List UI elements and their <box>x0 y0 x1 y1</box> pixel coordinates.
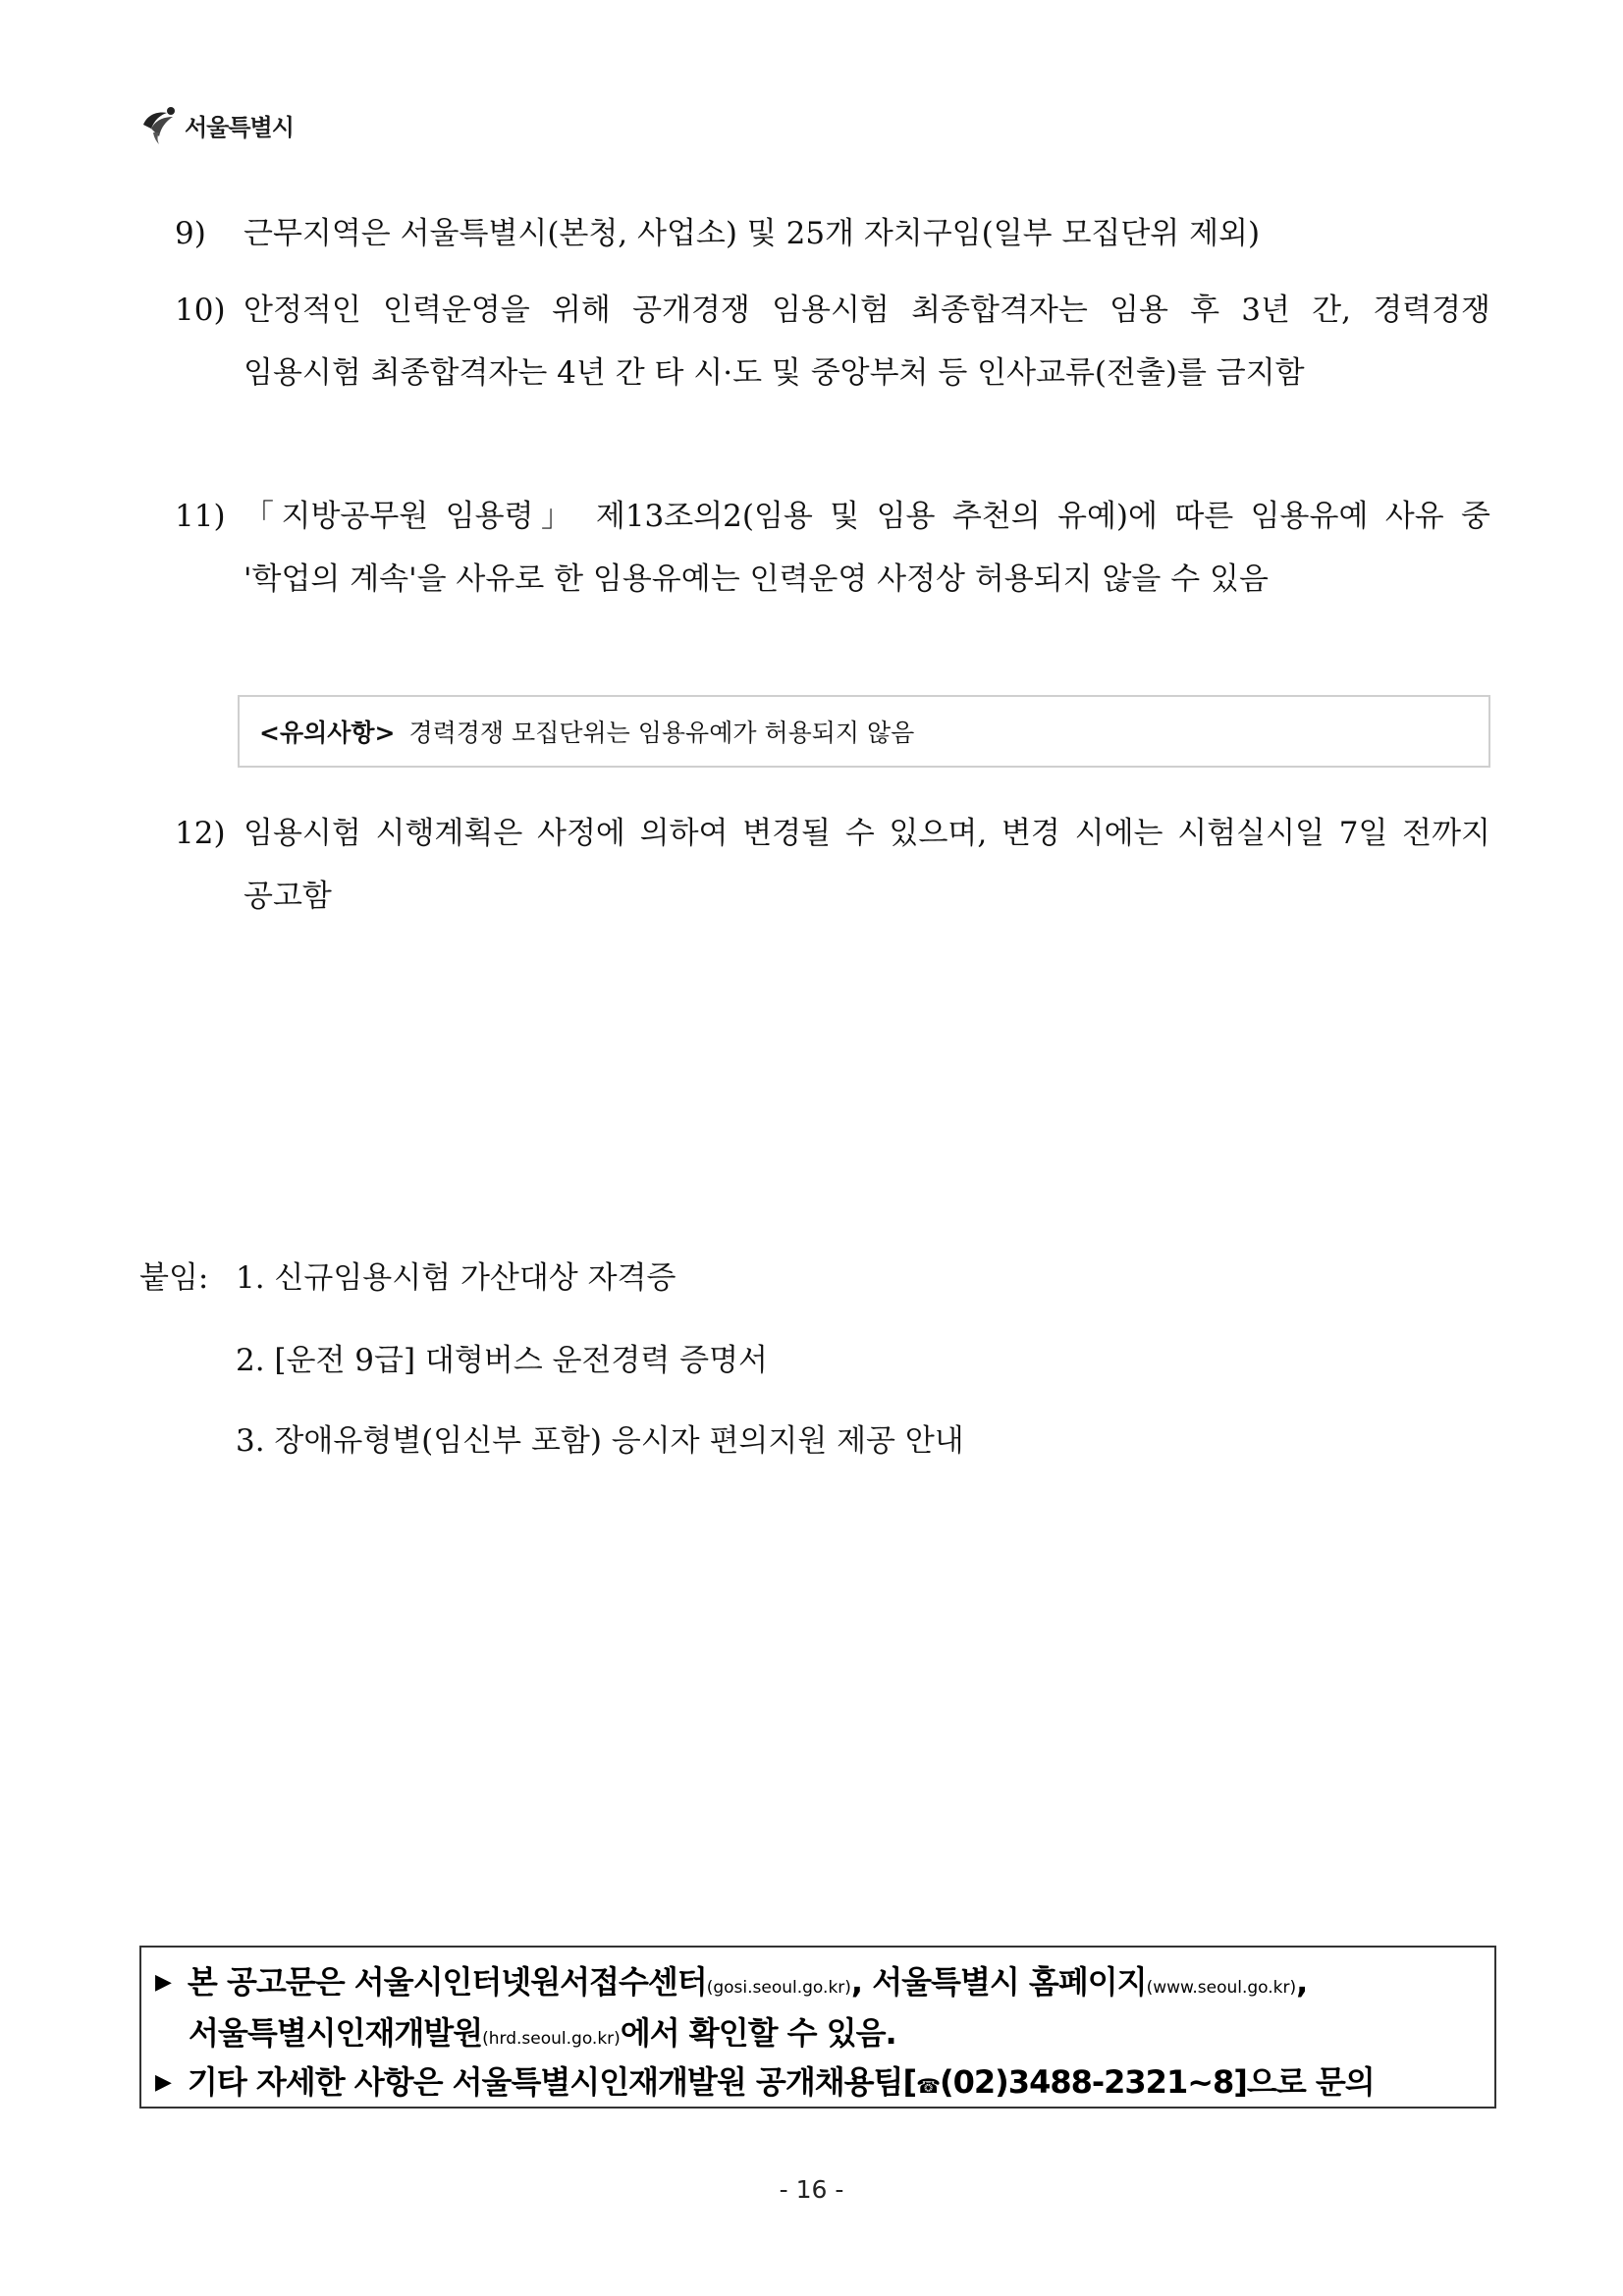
info-line-3 <box>155 2057 1375 2103</box>
info-line-2 <box>189 2008 896 2054</box>
seoul-homepage-url-link[interactable]: (www.seoul.go.kr) <box>1146 1978 1297 1998</box>
triangle-bullet-icon: ▶ <box>155 2070 172 2095</box>
clause-number: 9) <box>175 216 206 251</box>
info-text: , 서울특별시 홈페이지 <box>850 1963 1147 2001</box>
gosi-url-link[interactable]: (gosi.seoul.go.kr) <box>706 1978 851 1998</box>
attachment-item: 2. [운전 9급] 대형버스 운전경력 증명서 <box>236 1343 769 1378</box>
phone-number: (02)3488-2321~8] <box>940 2063 1247 2101</box>
info-text: 에서 확인할 수 있음. <box>620 2014 896 2052</box>
info-text: 본 공고문은 서울시인터넷원서접수센터 <box>187 1963 707 2001</box>
logo-text: 서울특별시 <box>185 113 294 141</box>
info-text: 으로 문의 <box>1246 2063 1375 2101</box>
clause-number: 12) <box>175 816 226 851</box>
clause-text: 「지방공무원 임용령」 제13조의2(임용 및 임용 추천의 유예)에 따른 임용유예 사유 중 '학업의 계속'을 사유로 한 임용유예는 인력운영 사정상 허용되지 않을 수 있음 <box>243 499 1490 597</box>
attachment-item: 3. 장애유형별(임신부 포함) 응시자 편의지원 제공 안내 <box>236 1423 964 1459</box>
notice-text: 경력경쟁 모집단위는 임용유예가 허용되지 않음 <box>408 719 915 747</box>
notice-label: <유의사항> <box>259 719 396 747</box>
clause-text: 근무지역은 서울특별시(본청, 사업소) 및 25개 자치구임(일부 모집단위 제외) <box>243 216 1261 251</box>
info-text: , <box>1296 1963 1308 2001</box>
clause-12 <box>175 802 1490 928</box>
page-number: - 16 - <box>779 2175 844 2204</box>
info-text: 기타 자세한 사항은 서울특별시인재개발원 공개채용팀[ <box>187 2063 917 2101</box>
clause-number: 11) <box>175 499 226 534</box>
info-box <box>139 1946 1496 2109</box>
attachments-label: 붙임: <box>139 1260 209 1296</box>
info-text: 서울특별시인재개발원 <box>189 2014 483 2052</box>
clause-9 <box>175 202 1490 265</box>
notice-box <box>238 695 1490 768</box>
seoul-emblem-icon <box>137 103 181 146</box>
attachment-item: 1. 신규임용시험 가산대상 자격증 <box>236 1260 676 1296</box>
clause-11 <box>175 485 1490 611</box>
triangle-bullet-icon: ▶ <box>155 1970 172 1995</box>
clause-text: 임용시험 시행계획은 사정에 의하여 변경될 수 있으며, 변경 시에는 시험실시일 7일 전까지 공고함 <box>243 816 1490 914</box>
hrd-url-link[interactable]: (hrd.seoul.go.kr) <box>482 2029 621 2049</box>
clause-text: 안정적인 인력운영을 위해 공개경쟁 임용시험 최종합격자는 임용 후 3년 간, 경력경쟁 임용시험 최종합격자는 4년 간 타 시·도 및 중앙부처 등 인사교류(전출)를 금지함 <box>243 293 1490 391</box>
info-line-1 <box>155 1957 1307 2002</box>
seoul-logo <box>137 100 294 149</box>
clause-number: 10) <box>175 293 226 328</box>
clause-10 <box>175 279 1490 404</box>
phone-icon: ☎ <box>916 2074 941 2098</box>
